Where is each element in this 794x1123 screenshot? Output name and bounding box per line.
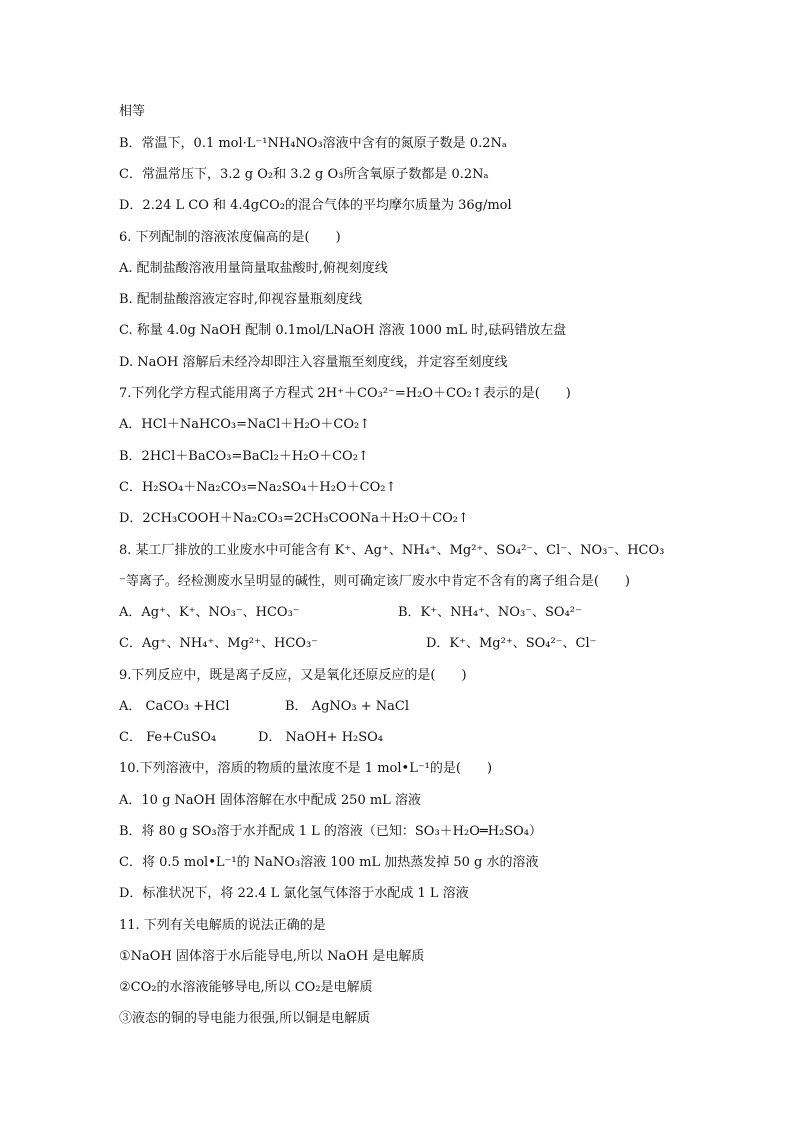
q8-stem-line1: 8. 某工厂排放的工业废水中可能含有 K⁺、Ag⁺、NH₄⁺、Mg²⁺、SO₄²⁻、Cl⁻、NO₃⁻、HCO₃ <box>119 543 665 558</box>
q6-option-a: A. 配制盐酸溶液用量筒量取盐酸时,俯视刻度线 <box>119 261 388 276</box>
q10-stem: 10.下列溶液中，溶质的物质的量浓度不是 1 mol•L⁻¹的是( ) <box>119 761 493 776</box>
q9-option-b: B． AgNO₃ + NaCl <box>285 699 410 714</box>
q8-option-c: C．Ag⁺、NH₄⁺、Mg²⁺、HCO₃⁻ <box>119 636 319 651</box>
q10-option-a: A．10 g NaOH 固体溶解在水中配成 250 mL 溶液 <box>119 793 421 808</box>
q8-option-d: D．K⁺、Mg²⁺、SO₄²⁻、Cl⁻ <box>426 636 597 651</box>
q8-option-a: A．Ag⁺、K⁺、NO₃⁻、HCO₃⁻ <box>119 605 300 620</box>
q6-option-c: C. 称量 4.0g NaOH 配制 0.1mol/LNaOH 溶液 1000 mL 时,砝码错放左盘 <box>119 323 567 338</box>
q7-option-b: B．2HCl＋BaCO₃=BaCl₂＋H₂O＋CO₂↑ <box>119 449 369 464</box>
q10-option-c: C．将 0.5 mol•L⁻¹的 NaNO₃溶液 100 mL 加热蒸发掉 50 g 水的溶液 <box>119 855 539 870</box>
q9-option-c: C． Fe+CuSO₄ <box>119 730 217 745</box>
q10-option-b: B．将 80 g SO₃溶于水并配成 1 L 的溶液（已知：SO₃＋H₂O═H₂SO₄） <box>119 824 543 839</box>
q7-option-c: C．H₂SO₄＋Na₂CO₃=Na₂SO₄＋H₂O＋CO₂↑ <box>119 480 397 495</box>
q11-item-1: ①NaOH 固体溶于水后能导电,所以 NaOH 是电解质 <box>119 949 425 964</box>
q11-item-2: ②CO₂的水溶液能够导电,所以 CO₂是电解质 <box>119 980 373 995</box>
q7-option-d: D．2CH₃COOH＋Na₂CO₃=2CH₃COONa＋H₂O＋CO₂↑ <box>119 511 469 526</box>
q6-option-d: D. NaOH 溶解后未经冷却即注入容量瓶至刻度线，并定容至刻度线 <box>119 355 508 370</box>
q7-stem: 7.下列化学方程式能用离子方程式 2H⁺＋CO₃²⁻=H₂O＋CO₂↑表示的是( ) <box>119 386 571 401</box>
q8-option-b: B．K⁺、NH₄⁺、NO₃⁻、SO₄²⁻ <box>398 605 582 620</box>
q8-stem-line2: ⁻等离子。经检测废水呈明显的碱性，则可确定该厂废水中肯定不含有的离子组合是( ) <box>119 574 631 589</box>
q10-option-d: D．标准状况下，将 22.4 L 氯化氢气体溶于水配成 1 L 溶液 <box>119 886 469 901</box>
q6-option-b: B. 配制盐酸溶液定容时,仰视容量瓶刻度线 <box>119 292 362 307</box>
q5-option-b: B．常温下，0.1 mol·L⁻¹NH₄NO₃溶液中含有的氮原子数是 0.2Nₐ <box>119 136 507 151</box>
q11-item-3: ③液态的铜的导电能力很强,所以铜是电解质 <box>119 1011 371 1026</box>
q11-stem: 11. 下列有关电解质的说法正确的是 <box>119 918 326 933</box>
q9-option-d: D． NaOH+ H₂SO₄ <box>258 730 384 745</box>
text-line: 相等 <box>119 104 146 119</box>
q5-option-c: C．常温常压下，3.2 g O₂和 3.2 g O₃所含氧原子数都是 0.2Nₐ <box>119 167 489 182</box>
q6-stem: 6. 下列配制的溶液浓度偏高的是( ) <box>119 230 341 245</box>
q5-option-d: D．2.24 L CO 和 4.4gCO₂的混合气体的平均摩尔质量为 36g/mol <box>119 198 512 213</box>
q9-option-a: A． CaCO₃ +HCl <box>119 699 230 714</box>
q7-option-a: A．HCl＋NaHCO₃=NaCl＋H₂O＋CO₂↑ <box>119 417 371 432</box>
q9-stem: 9.下列反应中，既是离子反应，又是氧化还原反应的是( ) <box>119 668 467 683</box>
